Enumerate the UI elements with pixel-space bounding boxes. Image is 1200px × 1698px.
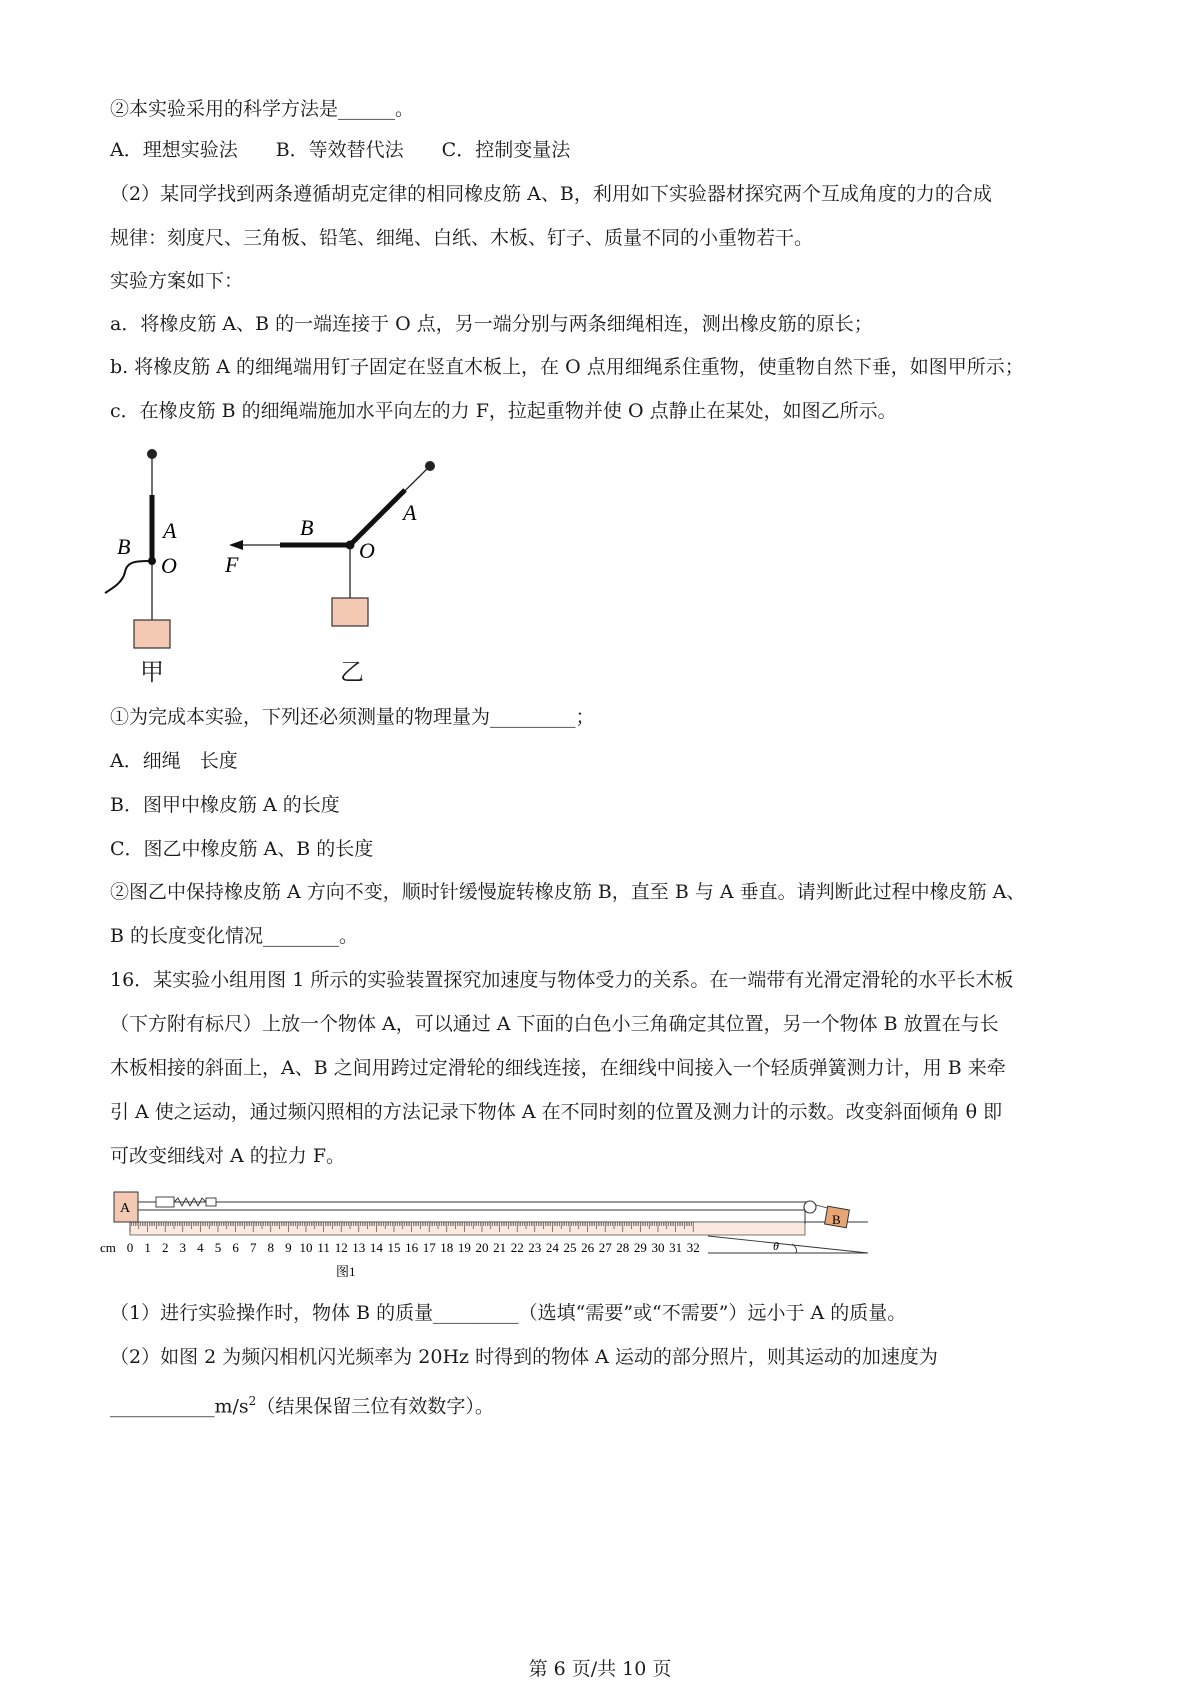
label-A-jia: A <box>163 518 177 543</box>
ruler-tick-label: 7 <box>249 1240 257 1255</box>
ruler-tick-label: 6 <box>232 1240 239 1255</box>
ruler-tick-label: 5 <box>214 1240 222 1255</box>
figure-1-apparatus <box>100 1180 948 1300</box>
ruler-tick-label: 0 <box>126 1240 134 1255</box>
label-B-yi: B <box>300 515 314 540</box>
option-B: B．图甲中橡皮筋 A 的长度 <box>110 794 340 816</box>
ruler-tick-label: 30 <box>651 1240 665 1255</box>
text-line-4: 规律：刻度尺、三角板、铅笔、细绳、白纸、木板、钉子、质量不同的小重物若干。 <box>110 227 814 249</box>
theta-label: θ <box>773 1239 779 1253</box>
sub-question-2-answer-line <box>110 1388 494 1419</box>
caption-jia: 甲 <box>140 658 164 686</box>
figure-1-caption: 图1 <box>336 1264 356 1279</box>
ruler-tick-label: 27 <box>598 1240 612 1255</box>
ruler-tick-label: 3 <box>179 1240 187 1255</box>
sub-question-1: （1）进行实验操作时，物体 B 的质量_________（选填“需要”或“不需要”）远小于 A 的质量。 <box>110 1302 907 1324</box>
ruler-tick-label: 22 <box>510 1240 524 1255</box>
ruler-tick-label: 31 <box>669 1240 683 1255</box>
step-c: c．在橡皮筋 B 的细绳端施加水平向左的力 F，拉起重物并使 O 点静止在某处，如图乙所示。 <box>110 400 897 422</box>
answer-blank: ___________ <box>110 1395 215 1418</box>
ruler-tick-label: 4 <box>197 1240 204 1255</box>
problem-16-line-2: （下方附有标尺）上放一个物体 A，可以通过 A 下面的白色小三角确定其位置，另一个物体 B 放置在与长 <box>110 1013 999 1035</box>
question-1: ①为完成本实验，下列还必须测量的物理量为_________； <box>110 706 595 728</box>
question-2: ②图乙中保持橡皮筋 A 方向不变，顺时针缓慢旋转橡皮筋 B，直至 B 与 A 垂直。请判断此过程中橡皮筋 A、 <box>110 881 1026 903</box>
ruler-labels <box>127 1240 700 1255</box>
option-A: A．细绳 长度 <box>110 750 238 772</box>
label-B-jia: B <box>117 534 131 559</box>
ruler-tick-label: 14 <box>369 1240 383 1255</box>
ruler-tick-label: 23 <box>528 1240 542 1255</box>
caption-yi: 乙 <box>340 658 364 686</box>
ruler-unit: cm <box>100 1240 116 1255</box>
block-A-label: A <box>120 1201 131 1216</box>
ruler-tick-label: 9 <box>285 1240 292 1255</box>
sub-question-2: （2）如图 2 为频闪相机闪光频率为 20Hz 时得到的物体 A 运动的部分照片，则其运动的加速度为 <box>110 1346 938 1368</box>
ruler-tick-label: 12 <box>334 1240 348 1255</box>
ruler-tick-label: 16 <box>405 1240 419 1255</box>
ruler-tick-label: 19 <box>457 1240 471 1255</box>
block-B-label: B <box>832 1212 841 1227</box>
text-line-5: 实验方案如下： <box>110 270 244 292</box>
question-2-cont: B 的长度变化情况________。 <box>110 925 359 947</box>
problem-16-line-5: 可改变细线对 A 的拉力 F。 <box>110 1145 346 1167</box>
text-line-3: （2）某同学找到两条遵循胡克定律的相同橡皮筋 A、B，利用如下实验器材探究两个互成角度的力的合成 <box>110 183 992 205</box>
ruler-tick-label: 32 <box>686 1240 700 1255</box>
unit-exponent: 2 <box>248 1394 257 1408</box>
ruler-tick-label: 15 <box>387 1240 401 1255</box>
ruler-tick-label: 11 <box>317 1240 330 1255</box>
ruler-tick-label: 10 <box>299 1240 313 1255</box>
step-a: a．将橡皮筋 A、B 的一端连接于 O 点，另一端分别与两条细绳相连，测出橡皮筋的原长； <box>110 313 873 335</box>
problem-16-line-3: 木板相接的斜面上，A、B 之间用跨过定滑轮的细线连接，在细线中间接入一个轻质弹簧测力计，用 B 来牵 <box>110 1057 1006 1079</box>
figure-yi <box>225 440 475 655</box>
ruler-tick-label: 2 <box>161 1240 169 1255</box>
answer-tail: （结果保留三位有效数字）。 <box>256 1395 494 1418</box>
ruler-tick-label: 25 <box>563 1240 577 1255</box>
ruler-tick-label: 26 <box>581 1240 595 1255</box>
ruler-tick-label: 17 <box>422 1240 436 1255</box>
label-F-yi: F <box>225 552 239 577</box>
ruler-tick-label: 1 <box>144 1240 151 1255</box>
ruler-tick-label: 13 <box>352 1240 366 1255</box>
options-line-1: A．理想实验法 B．等效替代法 C．控制变量法 <box>110 139 571 161</box>
ruler-tick-label: 21 <box>493 1240 507 1255</box>
text-line-1: ②本实验采用的科学方法是______。 <box>110 98 415 120</box>
page-footer: 第 6 页/共 10 页 <box>528 1658 672 1680</box>
ruler-tick-label: 20 <box>475 1240 489 1255</box>
problem-16-line-4: 引 A 使之运动，通过频闪照相的方法记录下物体 A 在不同时刻的位置及测力计的示数。改变斜面倾角 θ 即 <box>110 1101 1003 1123</box>
label-O-jia: O <box>161 553 177 578</box>
ruler-tick-label: 8 <box>267 1240 275 1255</box>
option-C: C．图乙中橡皮筋 A、B 的长度 <box>110 838 374 860</box>
ruler-tick-label: 18 <box>440 1240 454 1255</box>
ruler-tick-label: 28 <box>616 1240 630 1255</box>
problem-16-line-1: 16．某实验小组用图 1 所示的实验装置探究加速度与物体受力的关系。在一端带有光滑定滑轮的水平长木板 <box>110 969 1014 991</box>
figure-jia <box>105 440 215 655</box>
label-O-yi: O <box>359 538 375 563</box>
step-b: b. 将橡皮筋 A 的细绳端用钉子固定在竖直木板上，在 O 点用细绳系住重物，使重物自然下垂，如图甲所示； <box>110 356 1024 378</box>
unit-text: m/s <box>214 1395 249 1418</box>
ruler-tick-label: 29 <box>633 1240 647 1255</box>
ruler-tick-label: 24 <box>545 1240 559 1255</box>
label-A-yi: A <box>403 500 417 525</box>
